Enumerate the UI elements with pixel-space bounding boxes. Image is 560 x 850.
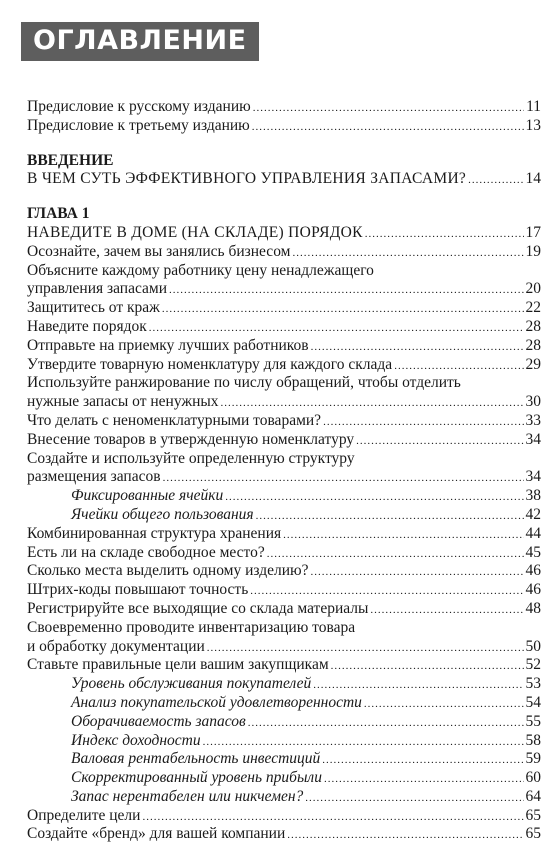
entry-page: 65 (525, 825, 541, 843)
toc-entry[interactable] (27, 337, 541, 356)
toc-entry[interactable] (27, 581, 541, 600)
entry-page: 64 (525, 787, 541, 805)
dot-leader (364, 695, 524, 714)
entry-page: 46 (525, 581, 541, 599)
entry-title: Регистрируйте все выходящие со склада материалы (27, 599, 369, 617)
toc-subentry[interactable] (27, 487, 541, 506)
dot-leader (468, 171, 523, 190)
entry-title: и обработку документации (27, 637, 205, 655)
toc-subentry[interactable] (27, 732, 541, 751)
dot-leader (311, 338, 524, 357)
entry-page: 65 (525, 806, 541, 824)
toc-entry[interactable] (27, 825, 541, 844)
chapter-entries (27, 243, 541, 845)
entry-page: 30 (525, 393, 541, 411)
entry-title: Предисловие к третьему изданию (27, 116, 250, 134)
entry-title: НАВЕДИТЕ В ДОМЕ (НА СКЛАДЕ) ПОРЯДОК (27, 223, 363, 241)
toc-entry[interactable] (27, 98, 541, 117)
toc-entry[interactable] (27, 468, 541, 487)
entry-page: 54 (525, 693, 541, 711)
entry-page: 59 (525, 750, 541, 768)
entry-page: 44 (525, 524, 541, 542)
dot-leader (267, 545, 524, 564)
dot-leader (203, 733, 524, 752)
dot-leader (207, 639, 524, 658)
dot-leader (250, 582, 523, 601)
entry-title: нужные запасы от ненужных (27, 393, 219, 411)
entry-title: Фиксированные ячейки (71, 487, 224, 505)
entry-page: 34 (525, 468, 541, 486)
entry-title-line: Объясните каждому работнику цену ненадлежащего (27, 261, 374, 279)
entry-title: Ячейки общего пользования (71, 505, 254, 523)
front-matter-section (27, 98, 541, 136)
toc-entry[interactable] (27, 299, 541, 318)
toc-entry[interactable] (27, 807, 541, 826)
toc-subentry[interactable] (27, 769, 541, 788)
entry-title: Создайте «бренд» для вашей компании (27, 825, 286, 843)
dot-leader (313, 676, 523, 695)
toc-subentry[interactable] (27, 713, 541, 732)
toc-entry[interactable] (27, 412, 541, 431)
toc-entry[interactable] (27, 393, 541, 412)
entry-title: Индекс доходности (71, 731, 201, 749)
entry-page: 22 (525, 299, 541, 317)
toc-subentry[interactable] (27, 750, 541, 769)
entry-page: 14 (525, 170, 541, 188)
entry-title: Что делать с неноменклатурными товарами? (27, 411, 322, 429)
entry-title: Оборачиваемость запасов (71, 712, 246, 730)
toc-entry[interactable] (27, 638, 541, 657)
entry-title: Внесение товаров в утвержденную номенклатуру (27, 430, 355, 448)
dot-leader (394, 357, 523, 376)
entry-title: Сколько места выделить одному изделию? (27, 562, 309, 580)
dot-leader (256, 507, 524, 526)
entry-page: 13 (525, 116, 541, 134)
entry-title: размещения запасов (27, 468, 161, 486)
toc-subentry[interactable] (27, 675, 541, 694)
toc-entry[interactable] (27, 525, 541, 544)
toc-entry[interactable] (27, 562, 541, 581)
entry-title: Осознайте, зачем вы занялись бизнесом (27, 242, 291, 260)
toc-entry-chapter-title[interactable] (27, 224, 541, 243)
intro-heading: ВВЕДЕНИЕ (27, 151, 114, 169)
entry-page: 20 (525, 280, 541, 298)
toc-subentry[interactable] (27, 506, 541, 525)
entry-title: управления запасами (27, 280, 168, 298)
dot-leader (322, 751, 523, 770)
entry-page: 19 (525, 242, 541, 260)
entry-title: Предисловие к русскому изданию (27, 98, 251, 115)
page-title: ОГЛАВЛЕНИЕ (21, 22, 259, 61)
toc-subentry[interactable] (27, 694, 541, 713)
dot-leader (292, 244, 523, 263)
dot-leader (310, 563, 523, 582)
entry-page: 33 (525, 411, 541, 429)
dot-leader (370, 601, 523, 620)
toc-entry-intro[interactable] (27, 170, 541, 189)
entry-title-line: Своевременно проводите инвентаризацию товара (27, 618, 356, 636)
toc-entry[interactable] (27, 656, 541, 675)
entry-title: Утвердите товарную номенклатуру для каждого склада (27, 355, 393, 373)
entry-title: Определите цели (27, 806, 141, 824)
dot-leader (323, 413, 523, 432)
entry-title: Ставьте правильные цели вашим закупщикам (27, 656, 329, 674)
dot-leader (225, 488, 523, 507)
dot-leader (331, 657, 524, 676)
entry-page: 53 (525, 675, 541, 693)
toc-entry[interactable] (27, 356, 541, 375)
entry-title: В ЧЕМ СУТЬ ЭФФЕКТИВНОГО УПРАВЛЕНИЯ ЗАПАСАМИ? (27, 170, 467, 188)
entry-title: Запас нерентабелен или никчемен? (71, 787, 304, 805)
dot-leader (169, 281, 523, 300)
dot-leader (324, 770, 524, 789)
entry-page: 38 (525, 487, 541, 505)
entry-title: Штрих-коды повышают точность (27, 581, 249, 599)
dot-leader (356, 432, 523, 451)
entry-title: Скорректированный уровень прибыли (71, 769, 322, 787)
entry-page: 42 (525, 505, 541, 523)
entry-title: Анализ покупательской удовлетворенности (71, 693, 362, 711)
entry-page: 48 (525, 599, 541, 617)
entry-page: 17 (525, 223, 541, 241)
toc-entry[interactable] (27, 544, 541, 563)
entry-page: 28 (525, 317, 541, 335)
dot-leader (248, 714, 524, 733)
toc-entry[interactable] (27, 280, 541, 299)
dot-leader (287, 826, 523, 845)
entry-page: 29 (525, 355, 541, 373)
dot-leader (283, 526, 523, 545)
entry-page: 45 (525, 543, 541, 561)
toc-entry[interactable] (27, 431, 541, 450)
toc-entry[interactable] (27, 600, 541, 619)
dot-leader (162, 300, 524, 319)
toc-subentry[interactable] (27, 788, 541, 807)
entry-title: Отправьте на приемку лучших работников (27, 336, 309, 354)
dot-leader (163, 469, 524, 488)
entry-title: Наведите порядок (27, 317, 147, 335)
entry-title-line: Создайте и используйте определенную структуру (27, 449, 355, 467)
entry-page: 58 (525, 731, 541, 749)
entry-title: Уровень обслуживания покупателей (71, 675, 312, 693)
toc-entry[interactable] (27, 243, 541, 262)
entry-title: Защититесь от краж (27, 299, 160, 317)
entry-page: 46 (525, 562, 541, 580)
dot-leader (305, 789, 523, 808)
entry-page: 28 (525, 336, 541, 354)
dot-leader (252, 118, 524, 137)
table-of-contents (27, 98, 541, 844)
entry-title: Комбинированная структура хранения (27, 524, 282, 542)
chapter-heading: ГЛАВА 1 (27, 205, 90, 223)
dot-leader (253, 99, 524, 118)
entry-page: 50 (525, 637, 541, 655)
dot-leader (142, 808, 523, 827)
entry-title: Есть ли на складе свободное место? (27, 543, 265, 561)
toc-entry[interactable] (27, 318, 541, 337)
dot-leader (221, 394, 524, 413)
entry-page: 11 (526, 98, 541, 115)
entry-title: Валовая рентабельность инвестиций (71, 750, 321, 768)
entry-page: 55 (525, 712, 541, 730)
dot-leader (365, 225, 524, 244)
entry-page: 34 (525, 430, 541, 448)
dot-leader (149, 319, 524, 338)
entry-page: 60 (525, 769, 541, 787)
entry-title-line: Используйте ранжирование по числу обращений, чтобы отделить (27, 374, 461, 392)
toc-entry[interactable] (27, 117, 541, 136)
entry-page: 52 (525, 656, 541, 674)
